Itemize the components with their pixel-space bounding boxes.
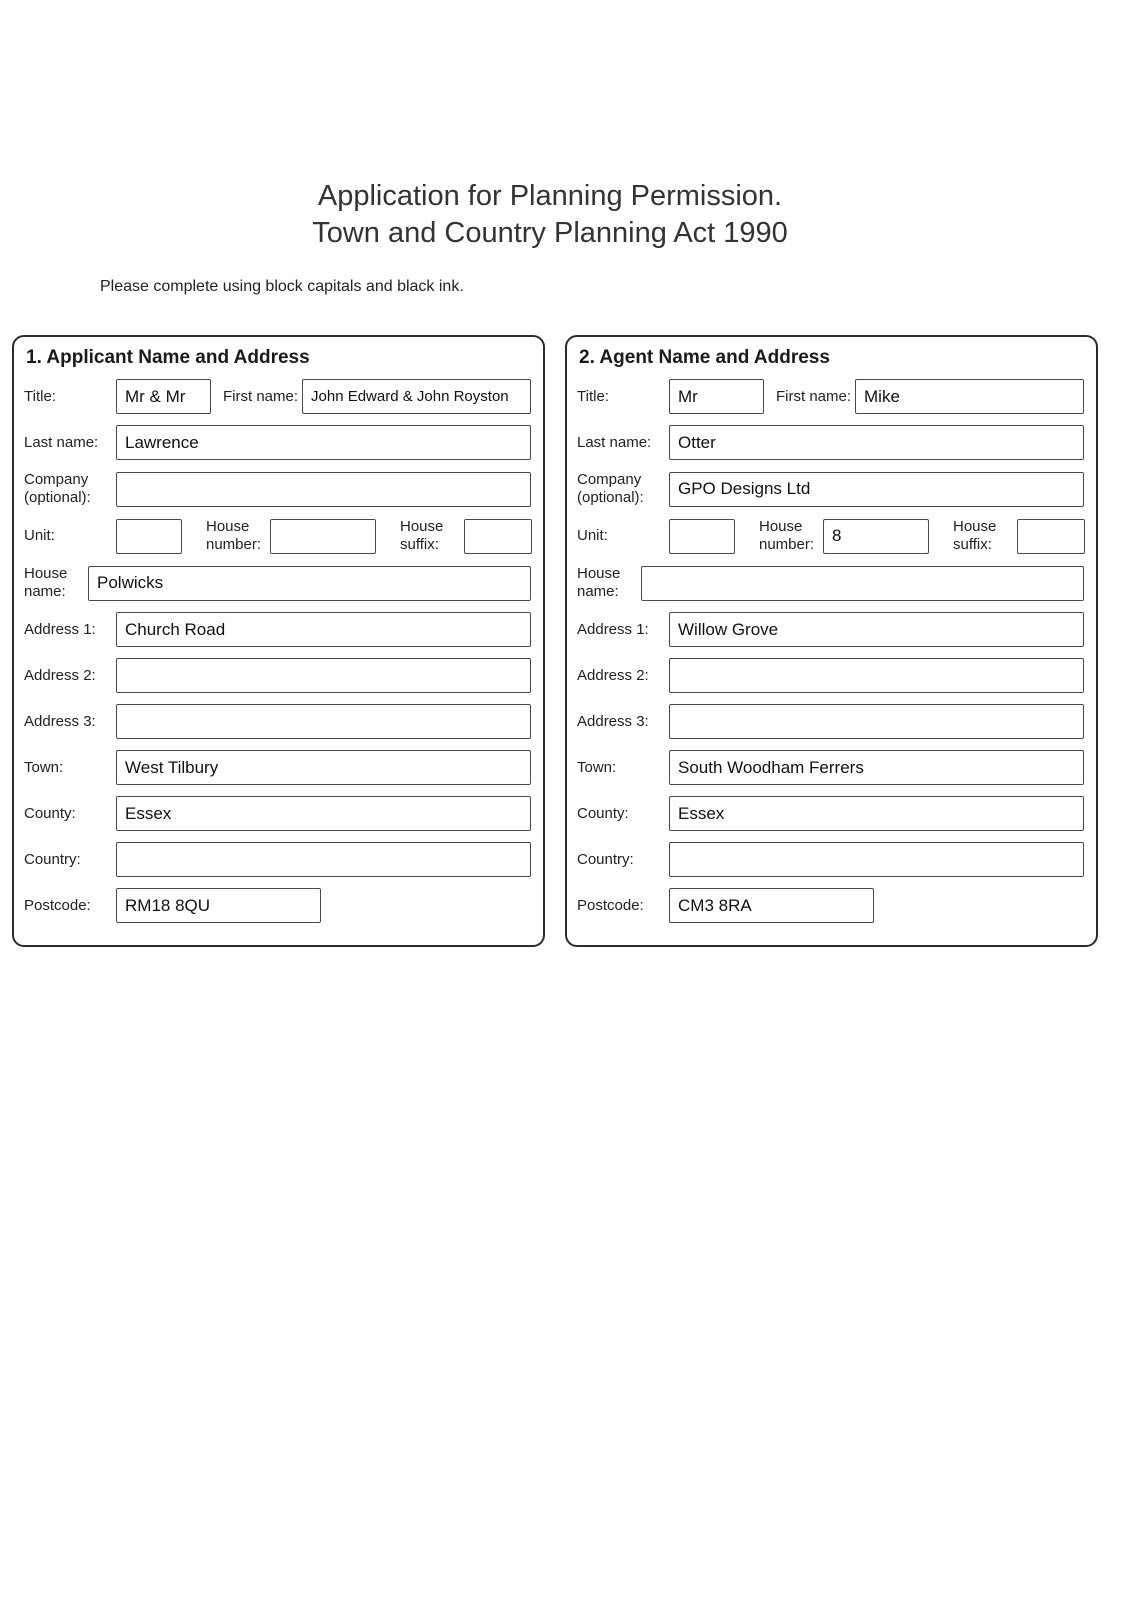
applicant-unit-input[interactable] — [116, 519, 182, 554]
applicant-unit-label: Unit: — [24, 527, 55, 544]
agent-town-label: Town: — [577, 758, 617, 776]
applicant-house-suffix-input[interactable] — [464, 519, 532, 554]
applicant-house-name-input[interactable] — [88, 566, 531, 601]
applicant-address1-row — [24, 612, 531, 647]
applicant-unit-row — [24, 518, 531, 554]
applicant-country-input[interactable] — [116, 842, 531, 877]
applicant-house-number-input[interactable] — [270, 519, 376, 554]
agent-address2-row — [577, 658, 1084, 693]
agent-last-name-row — [577, 425, 1084, 460]
agent-company-input[interactable] — [669, 472, 1084, 507]
applicant-town-label: Town: — [24, 758, 64, 776]
agent-town-input[interactable] — [669, 750, 1084, 785]
applicant-address3-label: Address 3: — [24, 712, 96, 730]
agent-address1-input[interactable] — [669, 612, 1084, 647]
applicant-company-row — [24, 471, 531, 507]
applicant-country-label: Country: — [24, 850, 81, 868]
agent-title-input[interactable] — [669, 379, 764, 414]
applicant-first-name-input[interactable] — [302, 379, 531, 414]
agent-first-name-input[interactable] — [855, 379, 1084, 414]
applicant-first-name-label: First name: — [223, 387, 299, 405]
agent-title-label: Title: — [577, 387, 609, 405]
agent-country-input[interactable] — [669, 842, 1084, 877]
agent-unit-label: Unit: — [577, 527, 608, 544]
applicant-last-name-row — [24, 425, 531, 460]
applicant-address3-input[interactable] — [116, 704, 531, 739]
applicant-postcode-input[interactable] — [116, 888, 321, 923]
applicant-town-row — [24, 750, 531, 785]
applicant-postcode-row — [24, 888, 531, 923]
agent-house-number-input[interactable] — [823, 519, 929, 554]
agent-house-suffix-input[interactable] — [1017, 519, 1085, 554]
applicant-panel-heading: 1. Applicant Name and Address — [26, 347, 310, 368]
agent-unit-input[interactable] — [669, 519, 735, 554]
agent-town-row — [577, 750, 1084, 785]
agent-county-label: County: — [577, 804, 629, 822]
agent-postcode-label: Postcode: — [577, 896, 644, 914]
page-title — [0, 178, 1100, 252]
applicant-title-row — [24, 379, 531, 414]
agent-postcode-row — [577, 888, 1084, 923]
agent-house-number-label: House number: — [759, 518, 815, 553]
agent-company-row — [577, 471, 1084, 507]
applicant-house-suffix-label: House suffix: — [400, 518, 444, 553]
agent-country-row — [577, 842, 1084, 877]
agent-address3-label: Address 3: — [577, 712, 649, 730]
agent-postcode-input[interactable] — [669, 888, 874, 923]
agent-address1-row — [577, 612, 1084, 647]
instruction-text: Please complete using block capitals and black ink. — [100, 278, 464, 295]
agent-unit-row — [577, 518, 1084, 554]
agent-country-label: Country: — [577, 850, 634, 868]
applicant-address2-row — [24, 658, 531, 693]
applicant-address2-label: Address 2: — [24, 666, 96, 684]
agent-address3-row — [577, 704, 1084, 739]
applicant-address1-label: Address 1: — [24, 620, 96, 638]
applicant-company-input[interactable] — [116, 472, 531, 507]
agent-title-row — [577, 379, 1084, 414]
agent-address3-input[interactable] — [669, 704, 1084, 739]
agent-last-name-label: Last name: — [577, 433, 652, 451]
applicant-county-input[interactable] — [116, 796, 531, 831]
agent-company-label: Company (optional): — [577, 471, 644, 506]
applicant-panel — [12, 335, 545, 947]
applicant-title-input[interactable] — [116, 379, 211, 414]
agent-address2-input[interactable] — [669, 658, 1084, 693]
applicant-county-label: County: — [24, 804, 76, 822]
agent-house-suffix-label: House suffix: — [953, 518, 997, 553]
applicant-county-row — [24, 796, 531, 831]
applicant-last-name-input[interactable] — [116, 425, 531, 460]
applicant-town-input[interactable] — [116, 750, 531, 785]
agent-house-name-label: House name: — [577, 565, 621, 600]
applicant-house-number-label: House number: — [206, 518, 262, 553]
agent-county-input[interactable] — [669, 796, 1084, 831]
applicant-company-label: Company (optional): — [24, 471, 91, 506]
applicant-last-name-label: Last name: — [24, 433, 99, 451]
agent-address1-label: Address 1: — [577, 620, 649, 638]
applicant-house-name-label: House name: — [24, 565, 68, 600]
agent-panel — [565, 335, 1098, 947]
agent-house-name-row — [577, 565, 1084, 601]
applicant-postcode-label: Postcode: — [24, 896, 91, 914]
page-title-line1: Application for Planning Permission. — [317, 180, 783, 212]
agent-house-name-input[interactable] — [641, 566, 1084, 601]
applicant-address3-row — [24, 704, 531, 739]
agent-panel-heading: 2. Agent Name and Address — [579, 347, 830, 368]
agent-address2-label: Address 2: — [577, 666, 649, 684]
page-title-line2: Town and Country Planning Act 1990 — [312, 217, 788, 249]
agent-first-name-label: First name: — [776, 387, 852, 405]
agent-county-row — [577, 796, 1084, 831]
applicant-country-row — [24, 842, 531, 877]
applicant-title-label: Title: — [24, 387, 56, 405]
applicant-address1-input[interactable] — [116, 612, 531, 647]
applicant-address2-input[interactable] — [116, 658, 531, 693]
agent-last-name-input[interactable] — [669, 425, 1084, 460]
applicant-house-name-row — [24, 565, 531, 601]
